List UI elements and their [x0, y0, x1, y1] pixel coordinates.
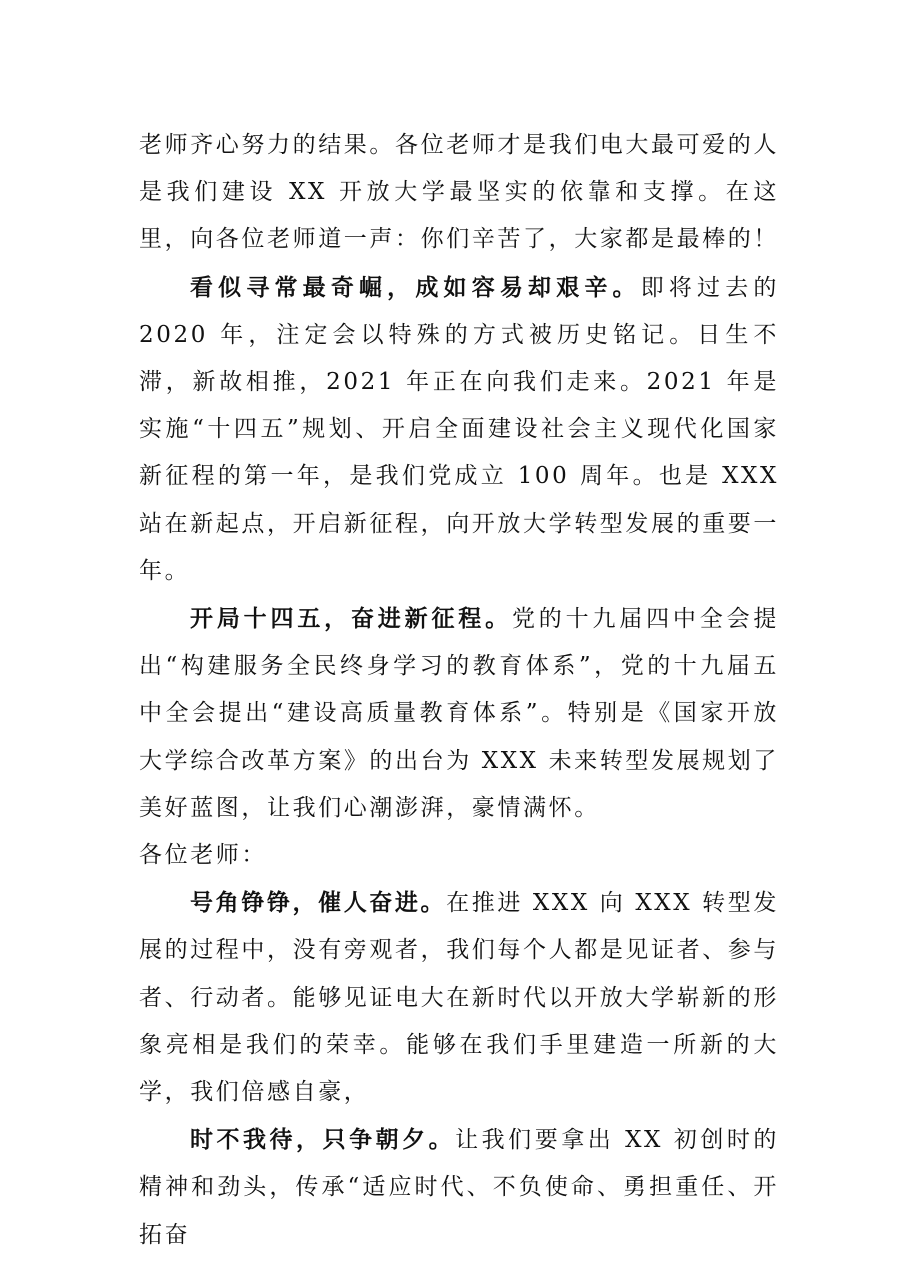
paragraph-6-text: 让我们要拿出 XX 初创时的精神和劲头，传承“适应时代、不负使命、勇担重任、开拓奋: [139, 1127, 779, 1248]
paragraph-2: [139, 264, 779, 595]
paragraph-2-lead: 看似寻常最奇崛，成如容易却艰辛。: [190, 273, 641, 301]
paragraph-1: [139, 122, 779, 264]
paragraph-3: [139, 595, 779, 832]
paragraph-3-lead: 开局十四五，奋进新征程。: [190, 605, 512, 633]
paragraph-1-text: 老师齐心努力的结果。各位老师才是我们电大最可爱的人是我们建设 XX 开放大学最坚实的依靠和支撑。在这里，向各位老师道一声：你们辛苦了，大家都是最棒的！: [139, 132, 779, 253]
paragraph-4: [139, 832, 779, 879]
paragraph-5: [139, 879, 779, 1116]
document-body: [139, 122, 779, 1259]
paragraph-6-lead: 时不我待，只争朝夕。: [190, 1126, 456, 1154]
paragraph-4-text: 各位老师：: [139, 842, 267, 869]
paragraph-5-text: 在推进 XXX 向 XXX 转型发展的过程中，没有旁观者，我们每个人都是见证者、参与者、行动者。能够见证电大在新时代以开放大学崭新的形象亮相是我们的荣幸。能够在我们手里建造一所新的大学，我们倍感自豪，: [139, 890, 779, 1106]
paragraph-5-lead: 号角铮铮，催人奋进。: [190, 889, 447, 917]
paragraph-6: [139, 1116, 779, 1259]
paragraph-2-text: 即将过去的 2020 年，注定会以特殊的方式被历史铭记。日生不滞，新故相推，2021 年正在向我们走来。2021 年是实施“十四五”规划、开启全面建设社会主义现代化国家新征程的第一年，是我们党成立 100 周年。也是 XXX 站在新起点，开启新征程，向开放大学转型发展的重要一年。: [139, 274, 779, 584]
paragraph-3-text: 党的十九届四中全会提出“构建服务全民终身学习的教育体系”，党的十九届五中全会提出“建设高质量教育体系”。特别是《国家开放大学综合改革方案》的出台为 XXX 未来转型发展规划了美好蓝图，让我们心潮澎湃，豪情满怀。: [139, 606, 780, 821]
